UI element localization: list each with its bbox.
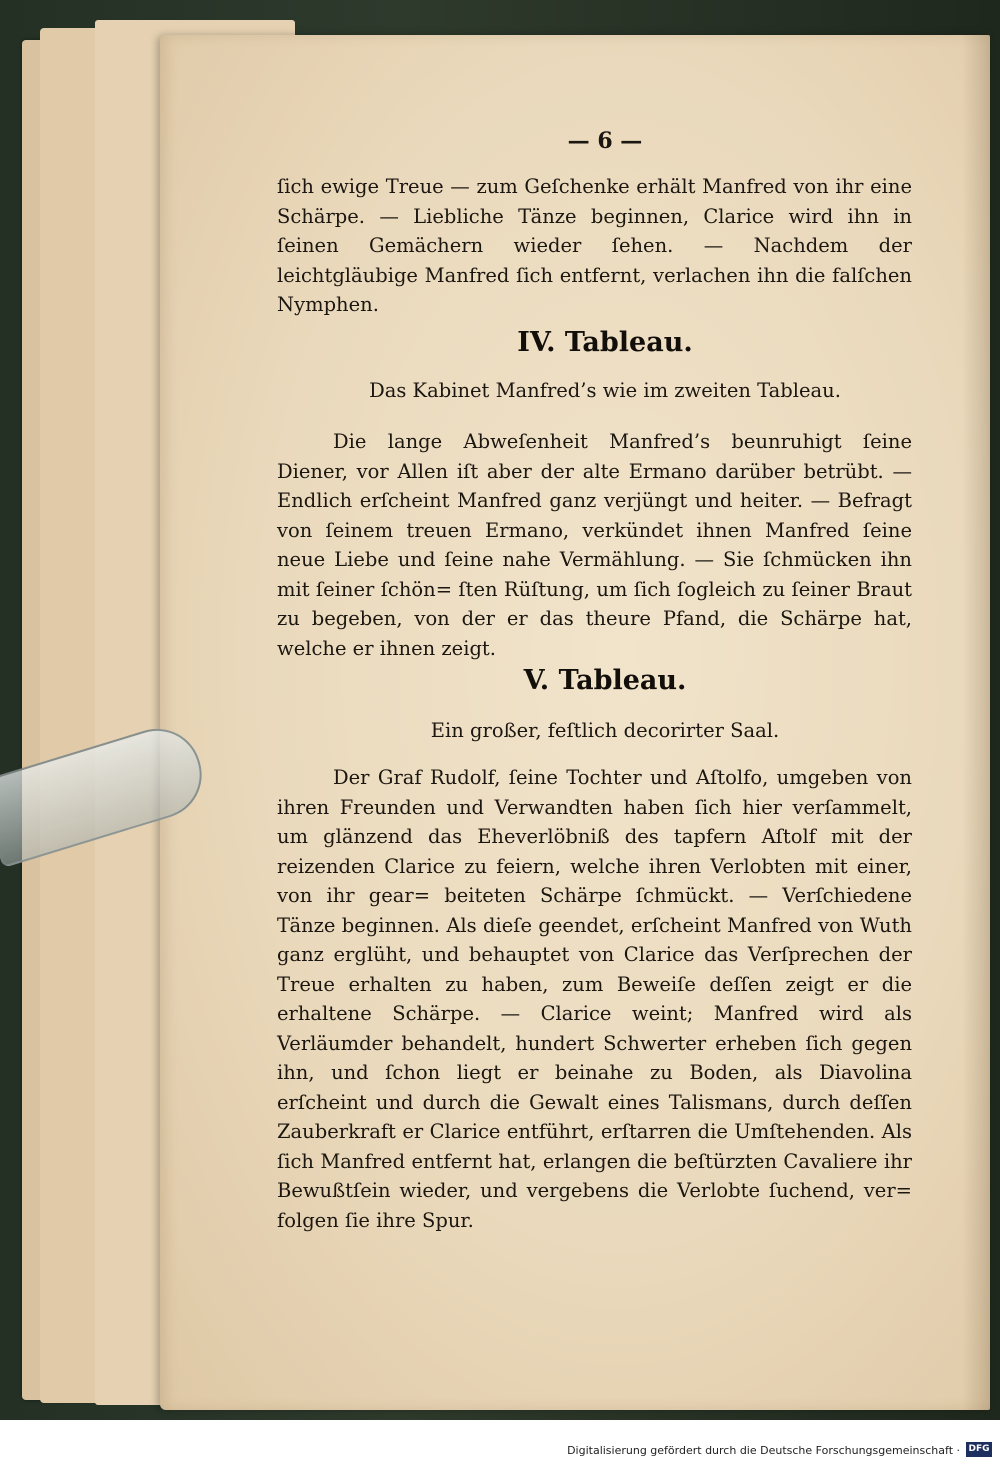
- section-heading-v: V. Tableau.: [523, 665, 687, 696]
- section-subheading-iv: Das Kabinet Manfred’s wie im zweiten Tableau.: [369, 379, 841, 402]
- footer-bar: [0, 1420, 1000, 1468]
- dfg-logo: DFG: [966, 1442, 992, 1457]
- opening-paragraph-block: [277, 172, 912, 320]
- section-iv-paragraph: Die lange Abweſenheit Manfred’s beunruhigt ſeine Diener, vor Allen iſt aber der alte Ermano darüber betrübt. — Endlich erſcheint Manfred ganz verjüngt und heiter. — Befragt von ſeinem treuen Ermano, verkündet ihnen Manfred ſeine neue Liebe und ſeine nahe Vermählung. — Sie ſchmücken ihn mit ſeiner ſchön= ſten Rüſtung, um ſich ſogleich zu ſeiner Braut zu begeben, von der er das theure Pfand, die Schärpe hat, welche er ihnen zeigt.: [277, 430, 912, 660]
- section-heading-iv: IV. Tableau.: [517, 327, 693, 358]
- funding-credit: Digitalisierung gefördert durch die Deutsche Forschungsgemeinschaft ·: [567, 1444, 960, 1457]
- book-page: [160, 35, 990, 1410]
- section-subheading-v: Ein großer, feſtlich decorirter Saal.: [430, 719, 780, 742]
- page-number: — 6 —: [567, 128, 643, 154]
- opening-paragraph: ſich ewige Treue — zum Geſchenke erhält Manfred von ihr eine Schärpe. — Liebliche Tänze beginnen, Clarice wird ihn in ſeinen Gemächern wieder ſehen. — Nachdem der leichtgläubige Manfred ſich entfernt, verlachen ihn die falſchen Nymphen.: [277, 175, 912, 316]
- section-iv-paragraph-block: [277, 427, 912, 663]
- section-v-paragraph: Der Graf Rudolf, ſeine Tochter und Aſtolfo, umgeben von ihren Freunden und Verwandten haben ſich hier verſammelt, um glänzend das Eheverlöbniß des tapfern Aſtolf mit der reizenden Clarice zu feiern, welche ihren Verlobten mit einer, von ihr gear= beiteten Schärpe ſchmückt. — Verſchiedene Tänze beginnen. Als dieſe geendet, erſcheint Manfred von Wuth ganz erglüht, und behauptet von Clarice das Verſprechen der Treue erhalten zu haben, zum Beweiſe deſſen zeigt er die erhaltene Schärpe. — Clarice weint; Manfred wird als Verläumder behandelt, hundert Schwerter erheben ſich gegen ihn, und ſchon liegt er beinahe zu Boden, als Diavolina erſcheint und durch die Gewalt eines Talismans, durch deſſen Zauberkraft er Clarice entführt, erſtarren die Umſtehenden. Als ſich Manfred entfernt hat, erlangen die beſtürzten Cavaliere ihr Bewußtſein wieder, und vergebens die Verlobte ſuchend, ver= folgen ſie ihre Spur.: [277, 766, 912, 1232]
- section-v-paragraph-block: [277, 763, 912, 1235]
